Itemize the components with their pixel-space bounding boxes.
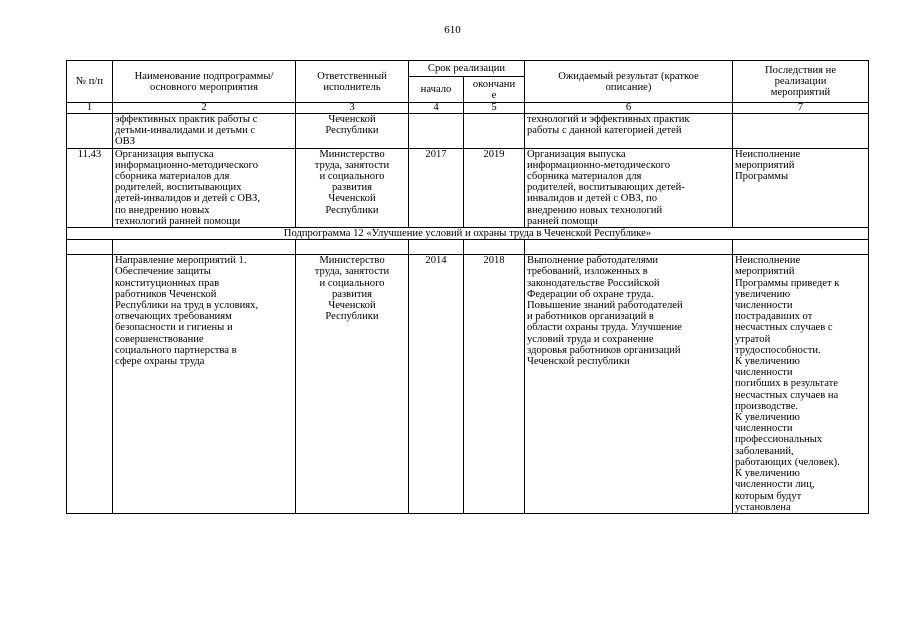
column-index: 5 bbox=[464, 103, 525, 114]
row-num: 11.43 bbox=[67, 148, 113, 227]
header-name: Наименование подпрограммы/ основного мероприятия bbox=[113, 61, 296, 103]
column-index: 1 bbox=[67, 103, 113, 114]
subprogram-row bbox=[67, 228, 869, 240]
header-start: начало bbox=[409, 77, 464, 103]
column-index: 6 bbox=[525, 103, 733, 114]
row-responsible: Министерство труда, занятости и социального развития Чеченской Республики bbox=[296, 148, 409, 227]
page-number: 610 bbox=[444, 24, 461, 36]
row-name: Направление мероприятий 1. Обеспечение защиты конституционных прав работников Чеченской Республики на труд в условиях, отвечающих требованиям безопасности и гигиены и совершенствование социального партнерства в сфере охраны труда bbox=[113, 255, 296, 514]
header-end: окончани е bbox=[464, 77, 525, 103]
column-index: 3 bbox=[296, 103, 409, 114]
spacer-row bbox=[67, 240, 869, 255]
header-responsible: Ответственный исполнитель bbox=[296, 61, 409, 103]
row-consequences bbox=[733, 114, 869, 149]
row-start: 2014 bbox=[409, 255, 464, 514]
row-name: эффективных практик работы с детьми-инвалидами и детьми с ОВЗ bbox=[113, 114, 296, 149]
row-consequences: Неисполнение мероприятий Программы bbox=[733, 148, 869, 227]
program-table bbox=[66, 60, 869, 514]
row-responsible: Чеченской Республики bbox=[296, 114, 409, 149]
header-num: № п/п bbox=[67, 61, 113, 103]
row-start: 2017 bbox=[409, 148, 464, 227]
row-end bbox=[464, 114, 525, 149]
column-index: 4 bbox=[409, 103, 464, 114]
subprogram-title: Подпрограмма 12 «Улучшение условий и охраны труда в Чеченской Республике» bbox=[67, 228, 869, 240]
row-num bbox=[67, 255, 113, 514]
header-result: Ожидаемый результат (краткое описание) bbox=[525, 61, 733, 103]
row-result: технологий и эффективных практик работы с данной категорией детей bbox=[525, 114, 733, 149]
column-index-row bbox=[67, 103, 869, 114]
header-consequences: Последствия не реализации мероприятий bbox=[733, 61, 869, 103]
row-num bbox=[67, 114, 113, 149]
column-index: 2 bbox=[113, 103, 296, 114]
row-result: Организация выпуска информационно-методического сборника материалов для родителей, воспитывающих детей- инвалидов и детей с ОВЗ, по внедрению новых технологий ранней помощи bbox=[525, 148, 733, 227]
row-name: Организация выпуска информационно-методического сборника материалов для родителей, воспитывающих детей-инвалидов и детей с ОВЗ, по внедрению новых технологий ранней помощи bbox=[113, 148, 296, 227]
row-end: 2018 bbox=[464, 255, 525, 514]
table-row bbox=[67, 148, 869, 227]
column-index: 7 bbox=[733, 103, 869, 114]
table-row bbox=[67, 114, 869, 149]
row-consequences: Неисполнение мероприятий Программы приведет к увеличению численности пострадавших от несчастных случаев с утратой трудоспособности. К увеличению численности погибших в результате несчастных случаев на производстве. К увеличению численности профессиональных заболеваний, работающих (человек). К увеличению численности лиц, которым будут установлена bbox=[733, 255, 869, 514]
header-row bbox=[67, 61, 869, 77]
table-row bbox=[67, 255, 869, 514]
row-start bbox=[409, 114, 464, 149]
row-responsible: Министерство труда, занятости и социального развития Чеченской Республики bbox=[296, 255, 409, 514]
row-end: 2019 bbox=[464, 148, 525, 227]
header-period: Срок реализации bbox=[409, 61, 525, 77]
row-result: Выполнение работодателями требований, изложенных в законодательстве Российской Федерации об охране труда. Повышение знаний работодателей и работников организаций в области охраны труда. Улучшение условий труда и сохранение здоровья работников организаций Чеченской республики bbox=[525, 255, 733, 514]
